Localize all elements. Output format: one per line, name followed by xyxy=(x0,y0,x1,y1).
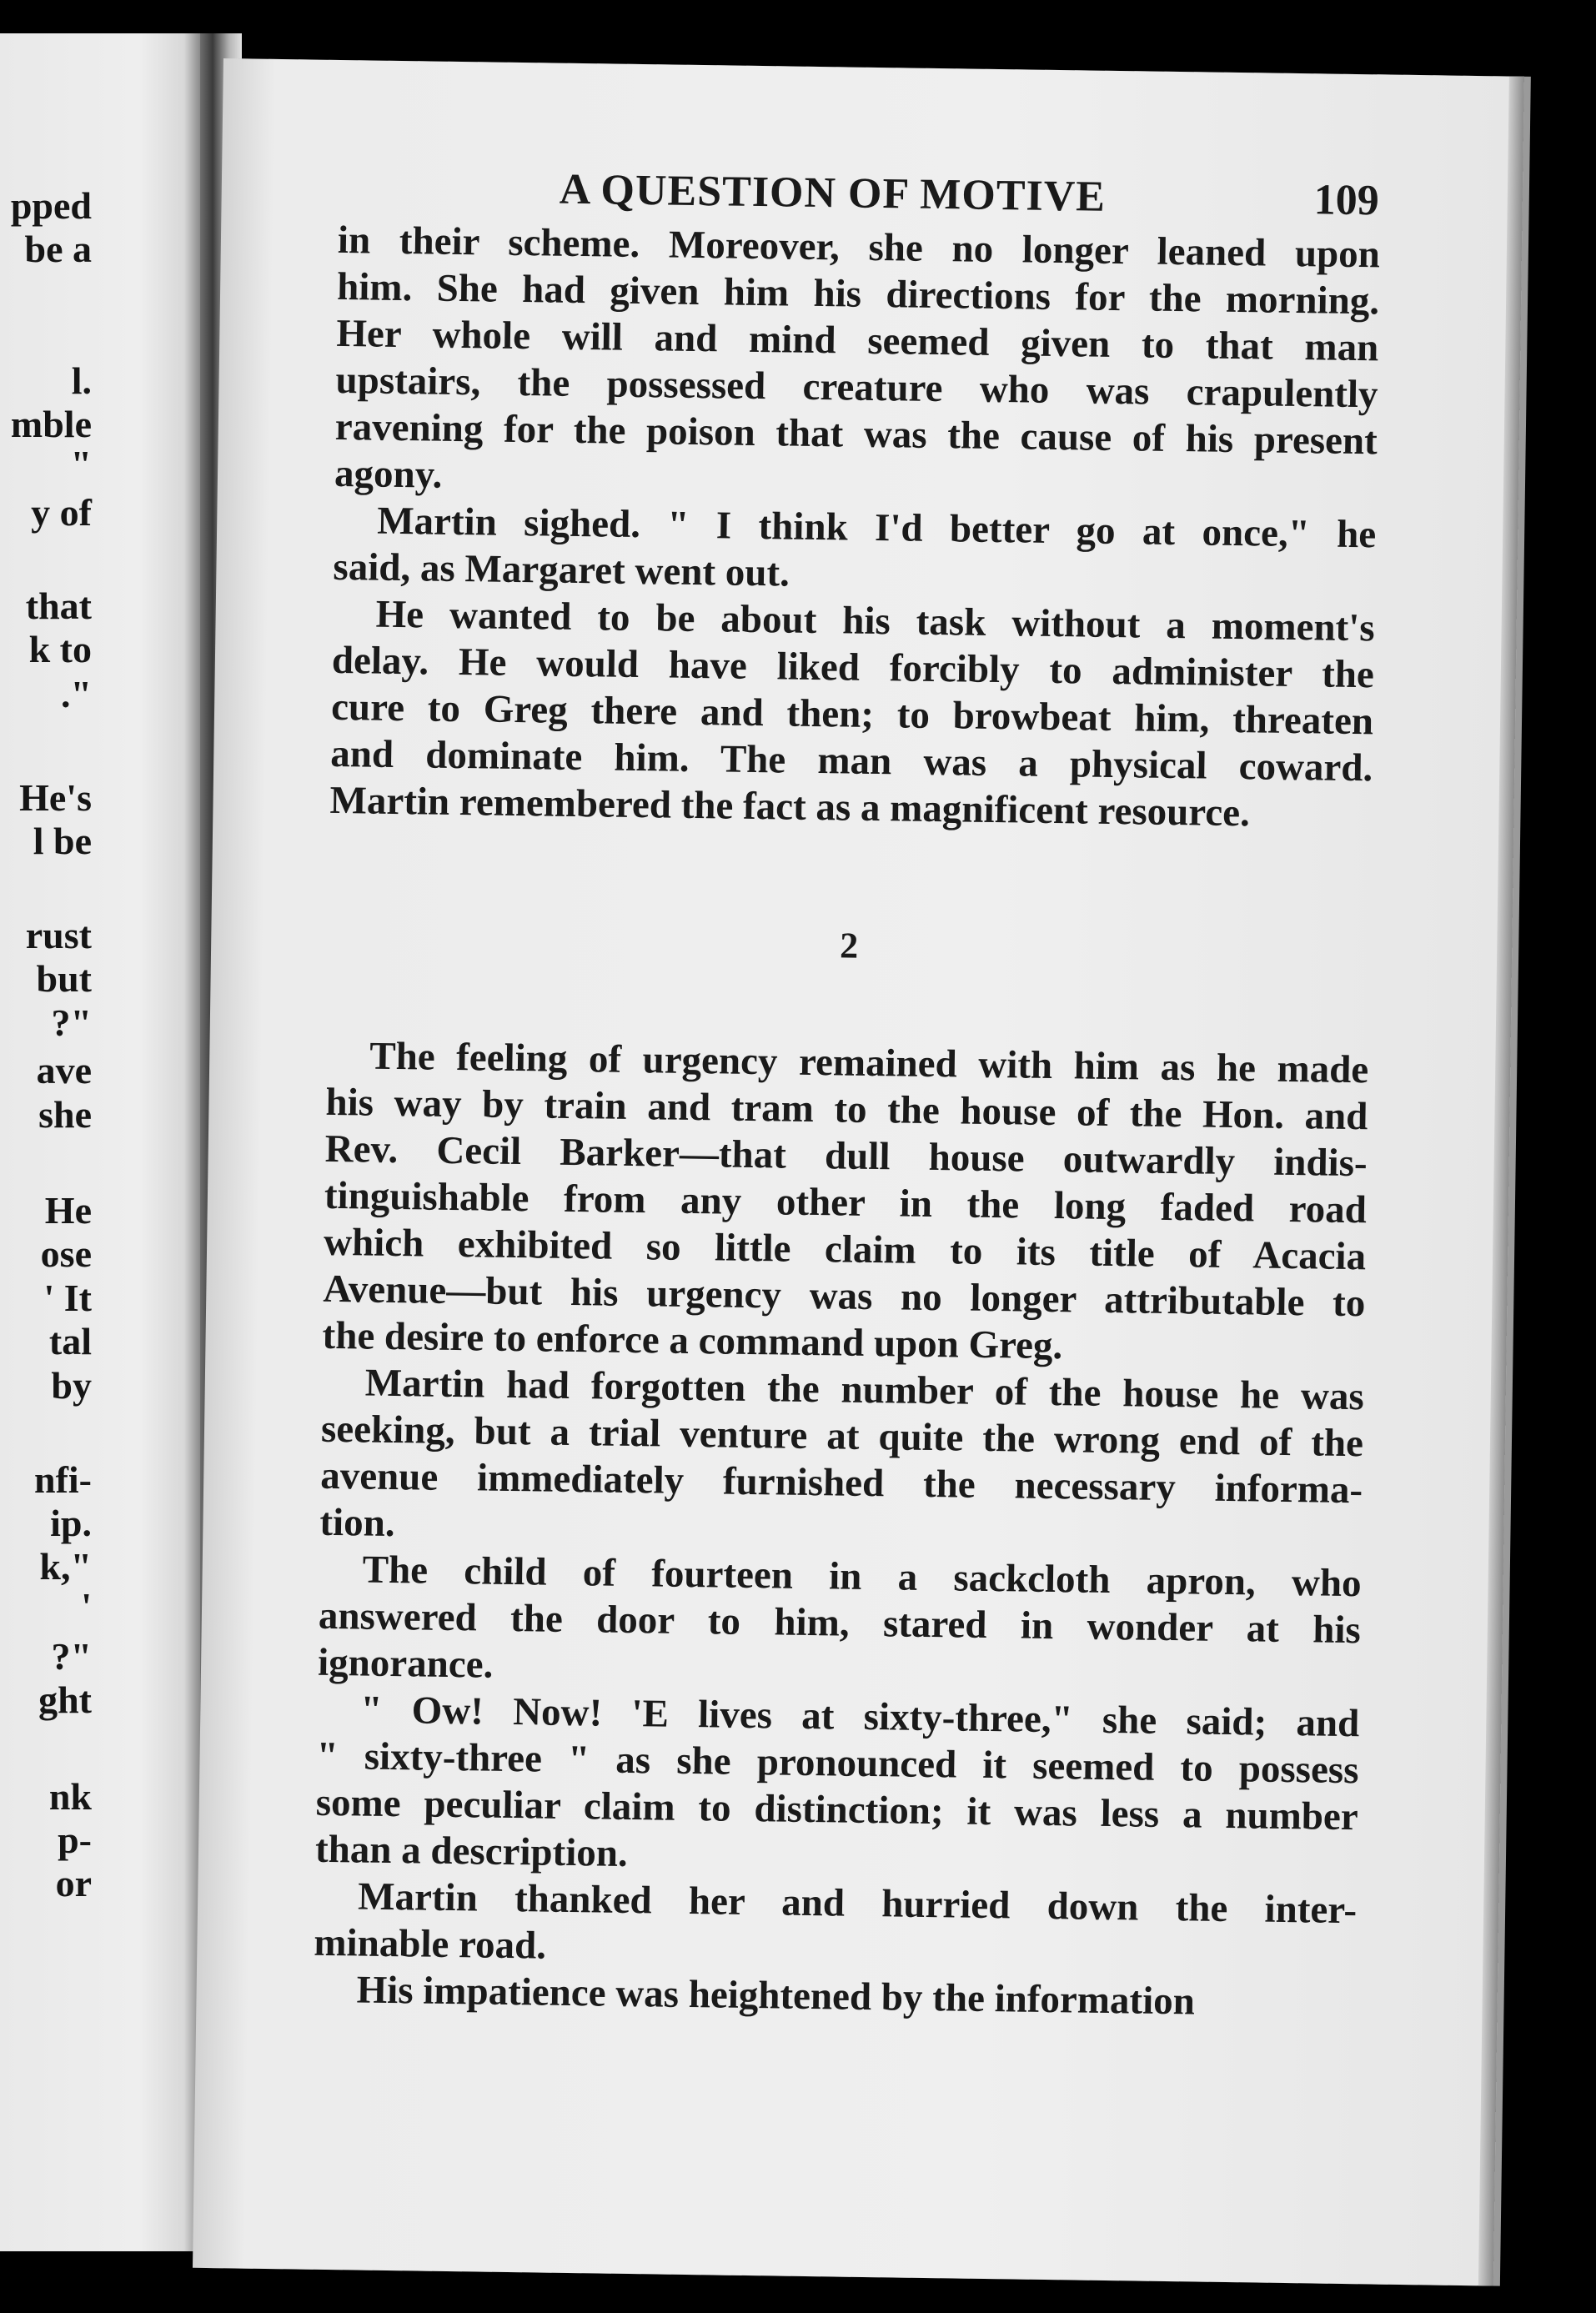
facing-page-left xyxy=(0,33,200,2251)
book-page-right xyxy=(193,58,1524,2286)
text-line: Martin had forgotten the number of the house he was xyxy=(364,1361,1365,1419)
facing-page-fragment: rust xyxy=(25,914,92,956)
text-line: ravening for the poison that was the cause of his present xyxy=(334,404,1378,464)
paragraph xyxy=(333,497,1376,605)
facing-page-fragment: be a xyxy=(24,228,92,270)
facing-page-fragment: " xyxy=(70,443,92,485)
text-after-section-break xyxy=(313,1032,1368,2027)
facing-page-fragment: pped xyxy=(10,184,92,227)
facing-page-fragment: tal xyxy=(48,1320,92,1362)
text-line: " sixty-three " as she pronounced it seemed to possess xyxy=(316,1733,1359,1793)
text-line: than a description. xyxy=(314,1827,629,1875)
text-line: agony. xyxy=(334,451,443,497)
facing-page-fragment: or xyxy=(55,1862,92,1904)
paragraph xyxy=(319,1359,1364,1560)
paragraph xyxy=(334,217,1381,511)
text-line: some peculiar claim to distinction; it was less a number xyxy=(315,1780,1359,1839)
paragraph xyxy=(315,1686,1360,1887)
text-line: cure to Greg there and then; to browbeat him, threaten xyxy=(330,685,1374,744)
facing-page-fragment: p- xyxy=(58,1819,92,1861)
text-line: Martin sighed. " I think I'd better go at once," he xyxy=(376,499,1377,557)
text-line: tion. xyxy=(319,1500,395,1546)
text-line: which exhibited so little claim to its title of Acacia xyxy=(323,1220,1367,1279)
text-line: in their scheme. Moreover, she no longer leaned upon xyxy=(337,218,1381,277)
facing-page-fragment: by xyxy=(51,1364,92,1407)
facing-page-fragment: y of xyxy=(31,491,92,534)
text-line: said, as Margaret went out. xyxy=(333,544,790,595)
text-line: Avenue—but his urgency was no longer attributable to xyxy=(323,1267,1366,1326)
facing-page-fragment: ose xyxy=(40,1232,92,1275)
running-head: A QUESTION OF MOTIVE xyxy=(559,165,1107,221)
paragraph xyxy=(318,1546,1362,1700)
facing-page-fragment: mble xyxy=(10,403,92,445)
body-text xyxy=(313,217,1380,2027)
facing-page-fragment: but xyxy=(36,957,92,1000)
text-line: answered the door to him, stared in wonder at his xyxy=(318,1593,1362,1653)
text-line: ignorance. xyxy=(317,1640,494,1687)
text-line: Rev. Cecil Barker—that dull house outwardly indis- xyxy=(324,1126,1368,1186)
text-line: delay. He would have liked forcibly to administer the xyxy=(331,638,1375,697)
facing-page-fragment: ." xyxy=(60,673,92,715)
text-line: Martin thanked her and hurried down the inter- xyxy=(357,1874,1358,1933)
facing-page-fragment: He xyxy=(44,1189,92,1232)
text-line: He wanted to be about his task without a moment's xyxy=(375,592,1375,650)
paragraph xyxy=(314,1873,1357,1980)
text-line: the desire to enforce a command upon Greg. xyxy=(322,1313,1063,1368)
text-line: upstairs, the possessed creature who was crapulently xyxy=(335,358,1378,417)
facing-page-fragment: He's xyxy=(19,776,92,819)
facing-page-fragment: k to xyxy=(28,628,92,670)
text-line: tinguishable from any other in the long faded road xyxy=(324,1173,1368,1232)
section-number: 2 xyxy=(839,925,859,966)
text-line: and dominate him. The man was a physical coward. xyxy=(330,731,1373,790)
text-line: The feeling of urgency remained with him as he made xyxy=(369,1034,1369,1092)
text-line: The child of fourteen in a sackcloth apron, who xyxy=(362,1548,1362,1606)
text-line: " Ow! Now! 'E lives at sixty-three," she said; and xyxy=(360,1688,1360,1746)
facing-page-fragment: ?" xyxy=(51,1635,92,1678)
facing-page-fragment: ght xyxy=(38,1678,92,1721)
facing-page-fragment: nfi- xyxy=(34,1458,92,1501)
text-line: Her whole will and mind seemed given to that man xyxy=(336,311,1379,370)
text-line: His impatience was heightened by the information xyxy=(356,1968,1196,2024)
paragraph xyxy=(329,590,1375,838)
text-line: minable road. xyxy=(314,1920,547,1968)
text-line: seeking, but a trial venture at quite the wrong end of the xyxy=(320,1407,1364,1466)
facing-page-fragment: k," xyxy=(39,1545,92,1588)
facing-page-fragment: nk xyxy=(48,1775,92,1818)
text-line: Martin remembered the fact as a magnificent resource. xyxy=(329,778,1251,835)
page-number: 109 xyxy=(1313,176,1380,225)
text-line: him. She had given him his directions for the morning. xyxy=(336,264,1380,324)
paragraph xyxy=(322,1032,1368,1373)
facing-page-fragment: she xyxy=(38,1093,92,1136)
facing-page-fragment: ?" xyxy=(51,1001,92,1044)
facing-page-fragment: ip. xyxy=(50,1502,92,1544)
facing-page-fragment: that xyxy=(25,585,92,627)
facing-page-fragment: ' It xyxy=(43,1277,92,1319)
facing-page-fragment: l. xyxy=(71,359,92,402)
text-line: his way by train and tram to the house of the Hon. and xyxy=(325,1080,1368,1139)
text-line: avenue immediately furnished the necessary informa- xyxy=(319,1453,1363,1513)
facing-page-fragment: l be xyxy=(33,820,92,862)
facing-page-fragment: ' xyxy=(81,1585,92,1628)
facing-page-fragment: ave xyxy=(36,1049,92,1091)
page-edge xyxy=(1478,77,1524,2286)
text-before-section-break xyxy=(329,217,1380,838)
